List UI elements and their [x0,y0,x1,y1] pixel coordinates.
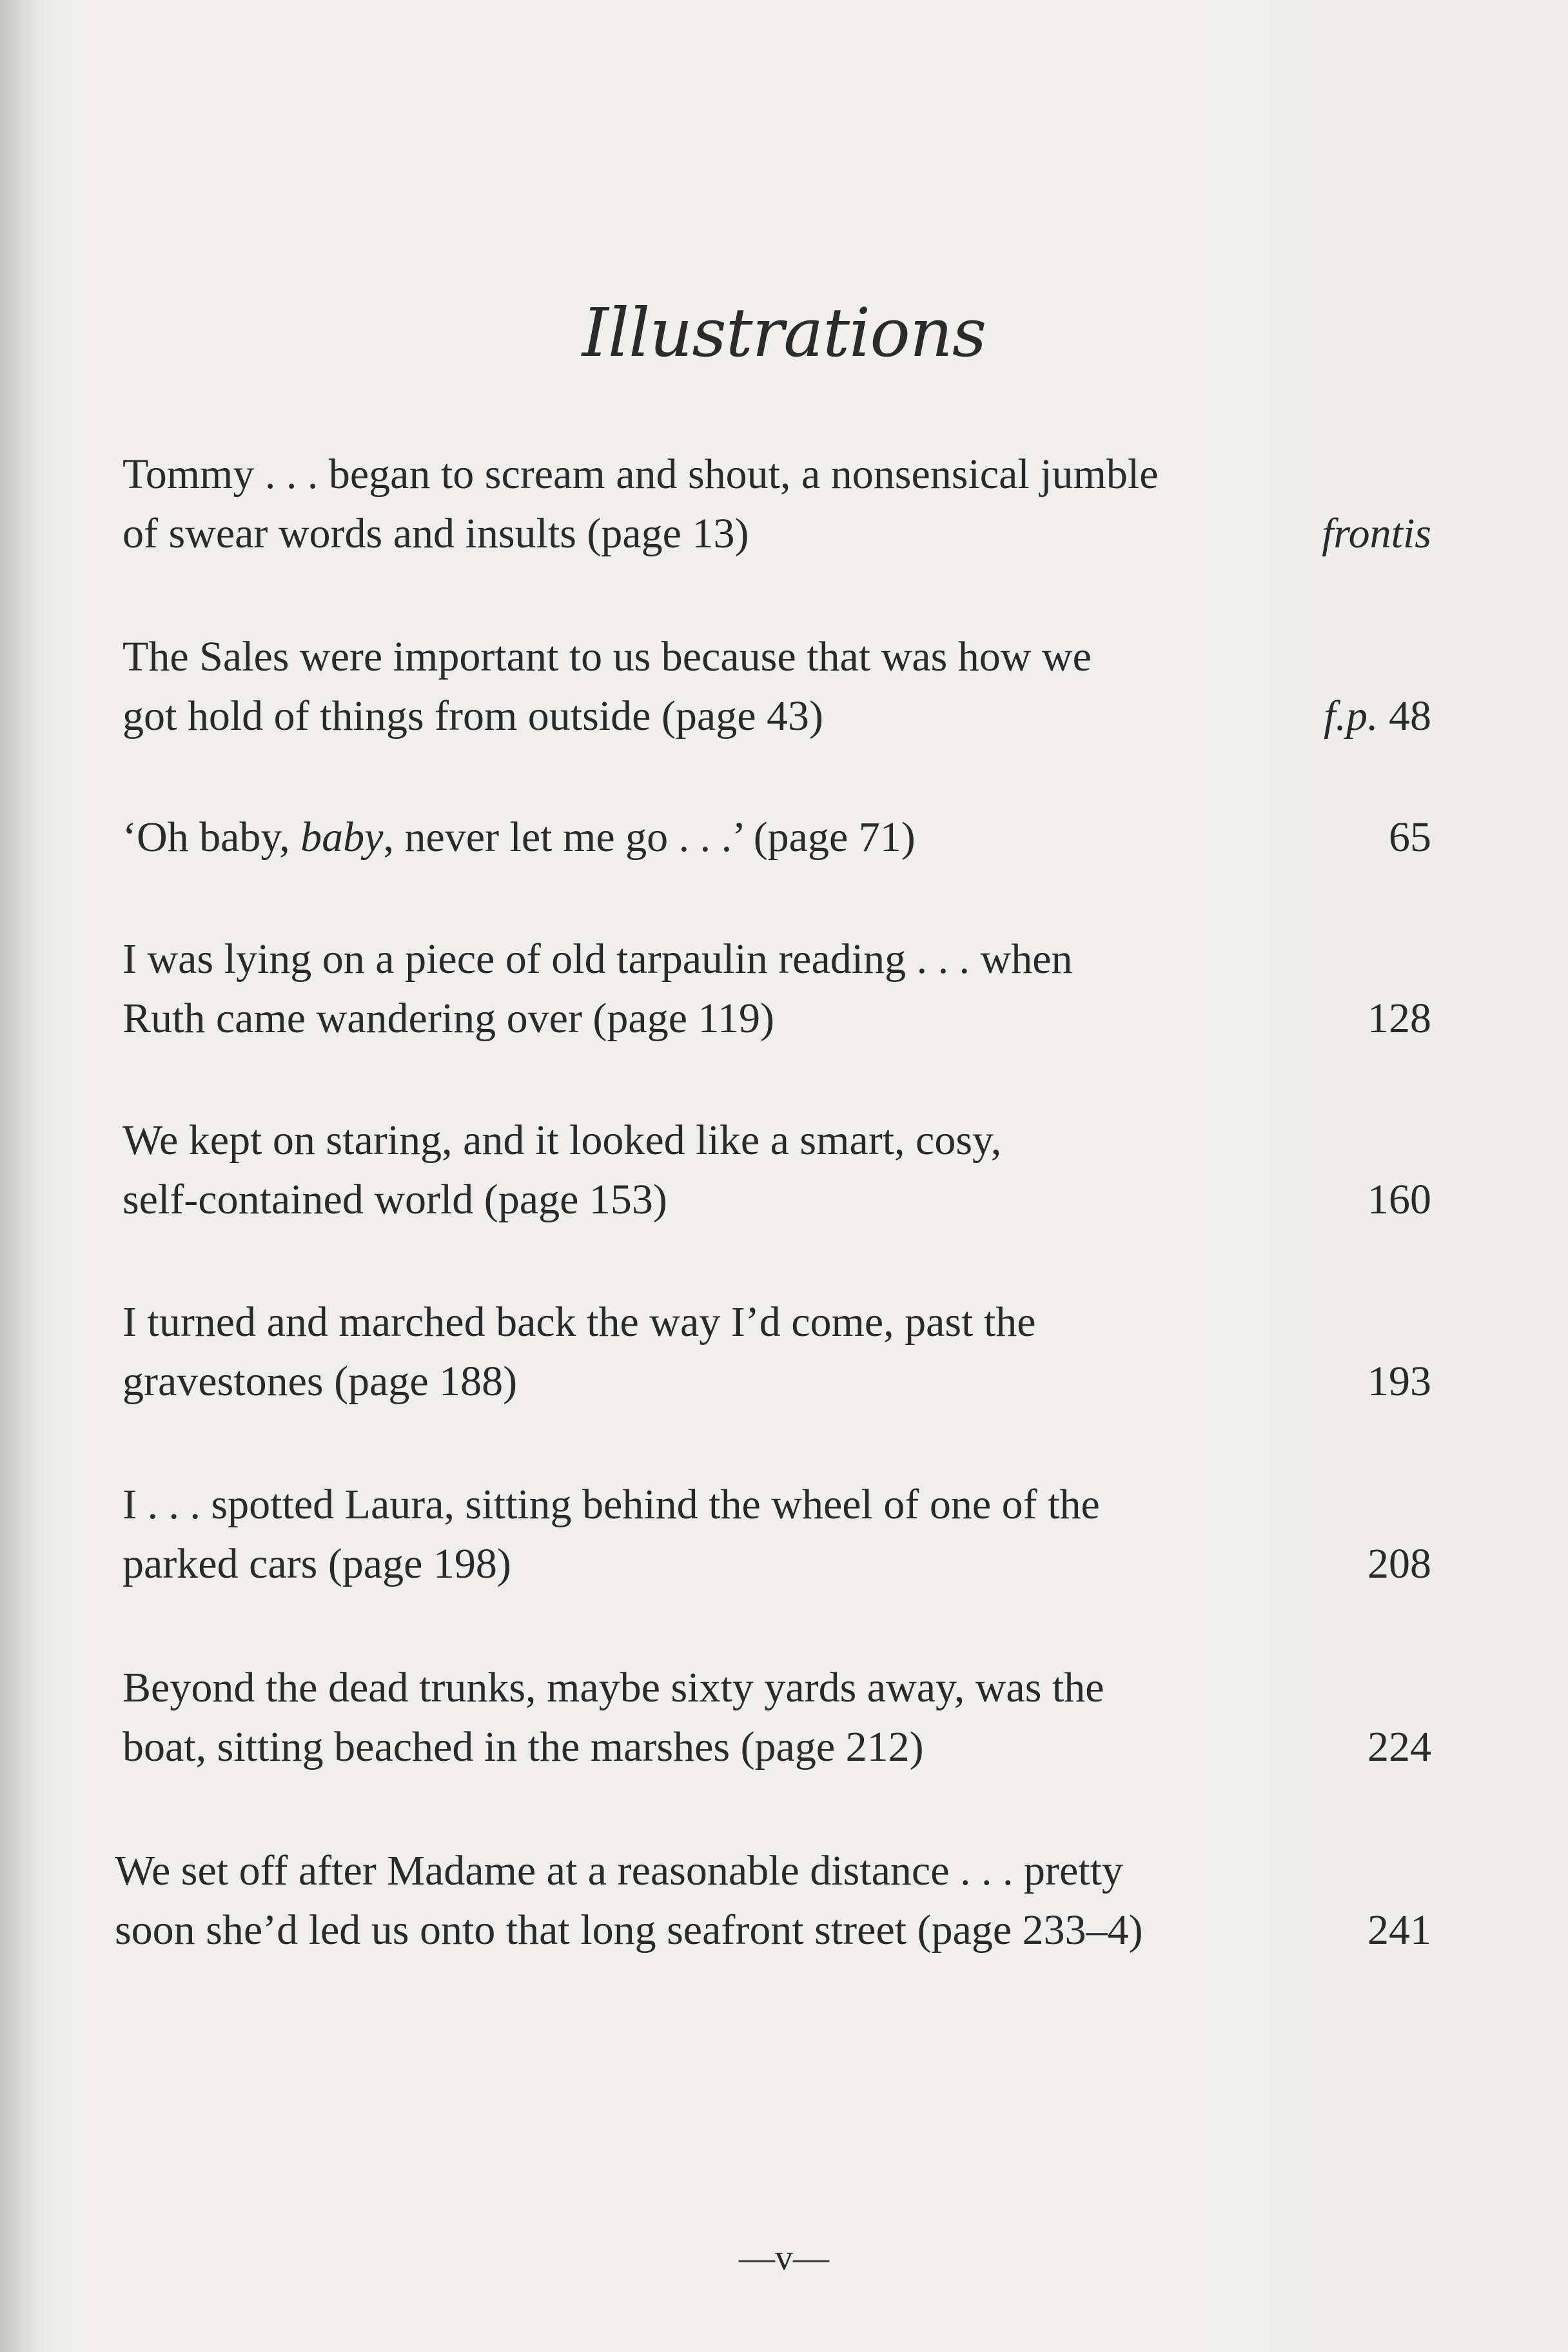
entry-text-italic: baby [300,814,384,861]
entry-line: The Sales were important to us because that was how we [122,633,1092,680]
entry-line: Tommy . . . began to scream and shout, a nonsensical jumble [122,451,1159,498]
entry-line: I was lying on a piece of old tarpaulin reading . . . when [122,936,1073,983]
illustration-entry-2 [122,627,1431,746]
illustration-entry-7 [122,1475,1431,1594]
entry-page-ref: 208 [1367,1540,1431,1587]
entry-text-part: ‘Oh baby, [122,814,301,861]
entry-line: We set off after Madame at a reasonable distance . . . pretty [115,1847,1123,1894]
entry-line: of swear words and insults (page 13) [122,510,749,557]
entry-line: boat, sitting beached in the marshes (page 212) [122,1723,924,1770]
entry-line [122,808,1431,867]
entry-line: Ruth came wandering over (page 119) [122,995,775,1042]
entry-page-ref: frontis [1322,510,1431,557]
illustration-entry-3 [122,808,1431,867]
entry-page-number: 48 [1389,692,1431,740]
illustration-entry-9 [115,1841,1431,1960]
illustration-entry-6 [122,1293,1431,1411]
entry-line: Beyond the dead trunks, maybe sixty yards away, was the [122,1664,1104,1711]
entry-line: I . . . spotted Laura, sitting behind the wheel of one of the [122,1481,1100,1528]
entry-page-ref: 65 [1389,814,1431,861]
illustration-entry-8 [122,1658,1431,1777]
entry-line: got hold of things from outside (page 43) [122,692,824,740]
entry-line: self-contained world (page 153) [122,1176,667,1223]
illustration-entry-1 [122,445,1431,564]
illustration-entry-4 [122,930,1431,1048]
entry-page-ref: 160 [1367,1176,1431,1223]
page-title: Illustrations [582,293,986,372]
page-folio: —v— [739,2238,829,2278]
illustration-entry-5 [122,1111,1431,1230]
entry-line: parked cars (page 198) [122,1540,511,1587]
entry-page-ref: 193 [1367,1358,1431,1405]
entry-line: I turned and marched back the way I’d come, past the [122,1298,1036,1346]
entry-line: We kept on staring, and it looked like a smart, cosy, [122,1117,1002,1164]
entry-line: gravestones (page 188) [122,1358,518,1405]
entry-line: soon she’d led us onto that long seafront street (page 233–4) [115,1906,1143,1954]
entry-page-ref [1324,687,1431,746]
entry-page-ref: 128 [1367,995,1431,1042]
entry-page-ref: 224 [1367,1723,1431,1770]
entry-page-prefix: f.p. [1324,692,1378,740]
entry-text-part: , never let me go . . .’ (page 71) [383,814,916,861]
entry-page-ref: 241 [1367,1906,1431,1954]
